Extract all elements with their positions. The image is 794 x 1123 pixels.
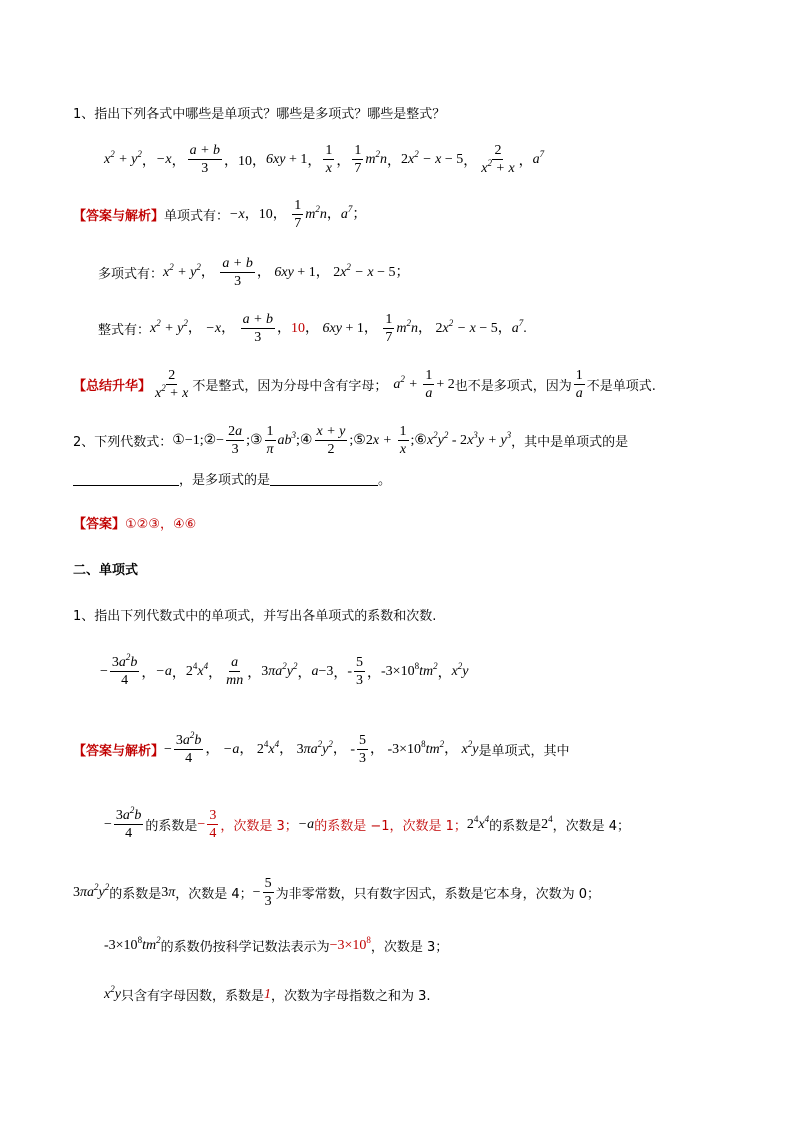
- q3-prompt: 1、指出下列代数式中的单项式，并写出各单项式的系数和次数.: [73, 609, 437, 624]
- q1-prompt: 1、指出下列各式中哪些是单项式？哪些是多项式？哪些是整式？: [73, 107, 446, 122]
- q2-blanks-line: ，是多项式的是 。: [73, 469, 391, 488]
- answer-label: 【答案】: [73, 517, 126, 532]
- q3-explain-line-4: $x^2y$ 只含有字母因数，系数是 1 ，次数为字母指数之和为 3.: [104, 983, 431, 1004]
- q1-answer-monomials: 【答案与解析】 单项式有： −x，10， $\frac{1}{7}$ $m^2n$，$a^7$；: [73, 198, 367, 232]
- q3-explain-line-1: − $\frac{3a^2b}{4}$ 的系数是 − $\frac{3}{4}$ ，次数是 3； −a 的系数是 −1，次数是 1； $2^4x^4$ 的系数是 $2^4$ ，次数是 4；: [104, 805, 631, 842]
- q3-explain-line-3: $-3\times 10^8tm^2$ 的系数仍按科学记数法表示为 $-3\times 10^8$ ，次数是 3；: [104, 934, 449, 955]
- answer-blank-monomials[interactable]: [73, 471, 179, 486]
- q1-answer-integral: 整式有： $x^2 + y^2$， −x， $\frac{a + b}{3}$ ，10， 6xy + 1， $\frac{1}{7}$ $m^2n$， $2x^2 - x - 5$，$a^7$.: [98, 312, 527, 346]
- q1-summary: 【总结升华】 $\frac{2}{x^2 + x}$ 不是整式，因为分母中含有字母； $a^2$ + $\frac{1}{a}$ + 2 也不是多项式，因为 $\frac{1}{a}$ 不是单项式.: [73, 368, 656, 402]
- q1-expression-list: $x^2 + y^2$ ， −x ， $\frac{a + b}{3}$ ，10， 6xy + 1 ， $\frac{1}{x}$ ， $\frac{1}{7}$ $m^2n$ ， $2x^2 - x - 5$ ， $\frac{2}{x^2 + x}$ ， $a^7$: [104, 143, 545, 177]
- q2-answer: [73, 513, 196, 532]
- q3-answer: 【答案与解析】 − $\frac{3a^2b}{4}$ ， −a， $2^4x^4$， $3\pi a^2y^2$， - $\frac{5}{3}$ ， $-3\times 10^8tm^2$， $x^2y$ 是单项式，其中: [73, 730, 570, 767]
- summary-label: 【总结升华】: [73, 379, 152, 395]
- q3-expression-list: − $\frac{3a^2b}{4}$ ， −a ， $2^4x^4$ ， $\frac{a}{mn}$ ， $3\pi a^2y^2$ ， a−3 ， - $\frac{5}{3}$ ， $-3\times 10^8tm^2$ ， $x^2y$: [100, 652, 469, 689]
- q2-prompt: 2、下列代数式： ①−1;②− $\frac{2a}{3}$ ;③ $\frac{1}{\pi}$ $ab^3;④$ $\frac{x + y}{2}$ ;⑤2x + $\frac{1}{x}$ $;⑥x^2y^2 - 2x^3y + y^3$ ，其中是单项式的是: [73, 424, 629, 458]
- q3-explain-line-2: $3\pi a^2y^2$ 的系数是 3π ，次数是 4； − $\frac{5}{3}$ 为非零常数，只有数字因式，系数是它本身，次数为 0；: [73, 876, 600, 910]
- answer-value: ①②③，④⑥: [125, 517, 197, 532]
- answer-label: 【答案与解析】: [73, 209, 165, 225]
- q1-answer-polynomials: 多项式有： $x^2 + y^2$， $\frac{a + b}{3}$ ， 6xy + 1， $2x^2 - x - 5$；: [98, 256, 410, 290]
- section-title: 二、单项式: [73, 563, 139, 578]
- answer-blank-polynomials[interactable]: [270, 471, 378, 486]
- answer-label: 【答案与解析】: [73, 744, 165, 760]
